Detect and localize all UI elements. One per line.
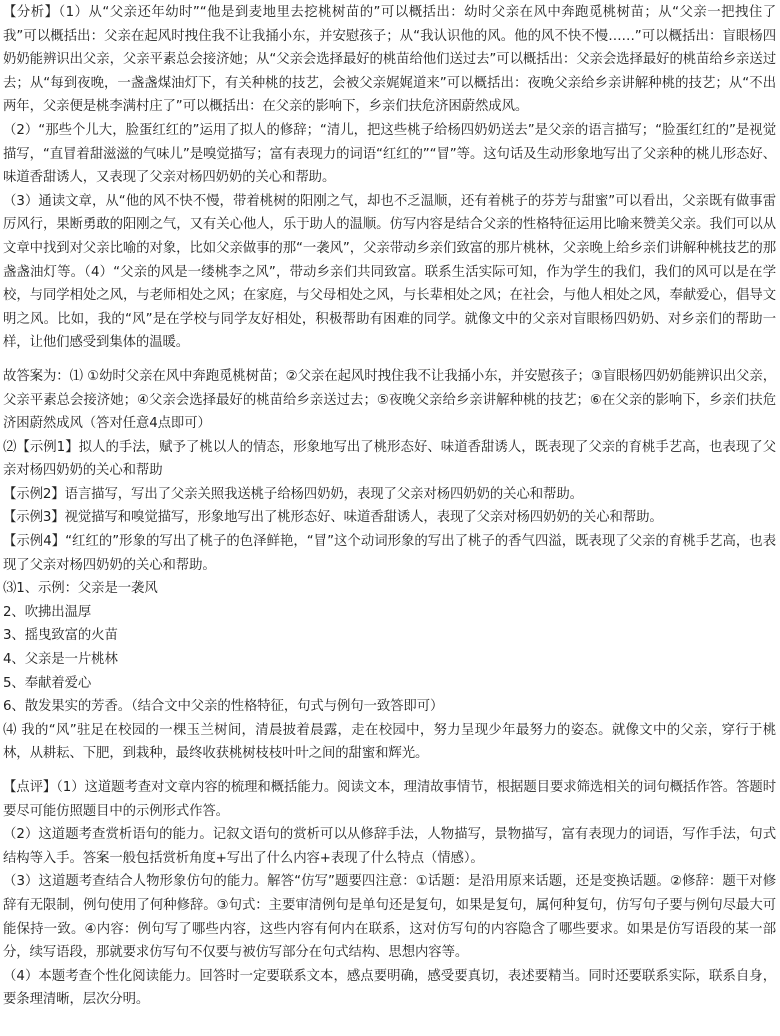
answer-list-item: 3、摇曳致富的火苗 xyxy=(3,628,118,644)
comment-paragraph-2: （2）这道题考查赏析语句的能力。记叙文语句的赏析可以从修辞手法，人物描写，景物描写，富有表现力的词语，写作手法，句式结构等入手。答案一般包括赏析角度+写出了什么内容+表现了什么特点（情感）。 xyxy=(3,827,776,866)
answer-list-item: 5、奉献着爱心 xyxy=(3,675,92,691)
comment-paragraph-3: （3）这道题考查结合人物形象仿句的能力。解答“仿写”题要四注意：①话题：是沿用原来话题，还是变换话题。②修辞：题干对修辞有无限制，例句使用了何种修辞。③句式：主要审清例句是单句还是复句，如果是复句，属何种复句，仿写句子要与例句尽最大可能保持一致。④内容：例句写了哪些内容，这些内容有何内在联系，这对仿写句的内容隐含了哪些要求。如果是仿写语段的某一部分，续写语段，那就要求仿写句不仅要与被仿写部分在句式结构、思想内容等。 xyxy=(3,874,776,961)
answer-example-1: ⑵【示例1】拟人的手法，赋予了桃以人的情态，形象地写出了桃形态好、味道香甜诱人，既表现了父亲的育桃手艺高，也表现了父亲对杨四奶奶的关心和帮助 xyxy=(3,439,776,479)
answer-section xyxy=(3,365,776,766)
answer-list-item: ⑶1、示例：父亲是一袭风 xyxy=(3,581,158,597)
answer-list-item: 6、散发果实的芳香。（结合文中父亲的性格特征，句式与例句一致答即可） xyxy=(3,699,444,715)
answer-example-2: 【示例2】语言描写，写出了父亲关照我送桃子给杨四奶奶，表现了父亲对杨四奶奶的关心和帮助。 xyxy=(3,486,583,502)
analysis-paragraph-3: （3）通读文章，从“他的风不快不慢，带着桃树的阳刚之气，却也不乏温顺，还有着桃子的芬芳与甜蜜”可以看出，父亲既有做事雷厉风行，果断勇敢的阳刚之气，又有关心他人，乐于助人的温顺。仿写内容是结合父亲的性格特征运用比喻来赞美父亲。我们可以从文章中找到对父亲比喻的对象，比如父亲做事的那“一袭风”，父亲带动乡亲们致富的那片桃林，父亲晚上给乡亲们讲解种桃技艺的那盏盏油灯等。（4）“父亲的风是一缕桃李之风”，带动乡亲们共同致富。联系生活实际可知，作为学生的我们，我们的风可以是在学校，与同学相处之风，与老师相处之风；在家庭，与父母相处之风，与长辈相处之风；在社会，与他人相处之风，奉献爱心，倡导文明之风。比如，我的“风”是在学校与同学友好相处，积极帮助有困难的同学。就像文中的父亲对盲眼杨四奶奶、对乡亲们的帮助一样，让他们感受到集体的温暖。 xyxy=(3,193,776,351)
analysis-paragraph-1: 【分析】（1）从“父亲还年幼时”“他是到麦地里去挖桃树苗的”可以概括出：幼时父亲在风中奔跑觅桃树苗；从“父亲一把拽住了我”可以概括出：父亲在起风时拽住我不让我捅小东，并安慰孩子；从“我认识他的风。他的风不快不慢……”可以概括出：盲眼杨四奶奶能辨识出父亲，父亲平素总会接济她；从“父亲会选择最好的桃苗给他们送过去”可以概括出：父亲会选择最好的桃苗给乡亲送过去；从“每到夜晚，一盏盏煤油灯下，有关种桃的技艺，会被父亲娓娓道来”可以概括出：夜晚父亲给乡亲讲解种桃的技艺；从“不出两年，父亲便是桃李满村庄了”可以概括出：在父亲的影响下，乡亲们扶危济困蔚然成风。 xyxy=(3,5,776,115)
answer-list-item: 2、吹拂出温厚 xyxy=(3,604,92,620)
answer-paragraph-4: ⑷ 我的“风”驻足在校园的一棵玉兰树间，清晨披着晨露，走在校园中，努力呈现少年最努力的姿态。就像文中的父亲，穿行于桃林，从耕耘、下肥，到栽种，最终收获桃树枝枝叶叶之间的甜蜜和辉光。 xyxy=(3,722,776,762)
section-spacer xyxy=(3,355,776,365)
comment-paragraph-1: 【点评】（1）这道题考查对文章内容的梳理和概括能力。阅读文本，理清故事情节，根据题目要求筛选相关的词句概括作答。答题时要尽可能仿照题目中的示例形式作答。 xyxy=(3,780,776,819)
analysis-section xyxy=(3,1,776,355)
answer-example-4: 【示例4】“红红的”形象的写出了桃子的色泽鲜艳，“冒”这个动词形象的写出了桃子的香气四溢，既表现了父亲的育桃手艺高，也表现了父亲对杨四奶奶的关心和帮助。 xyxy=(3,534,776,573)
answer-paragraph-1: 故答案为：⑴ ①幼时父亲在风中奔跑觅桃树苗；②父亲在起风时拽住我不让我捅小东，并安慰孩子；③盲眼杨四奶奶能辨识出父亲，父亲平素总会接济她；④父亲会选择最好的桃苗给乡亲送过去；⑤夜晚父亲给乡亲讲解种桃的技艺；⑥在父亲的影响下，乡亲们扶危济困蔚然成风（答对任意4点即可） xyxy=(3,368,776,432)
section-spacer xyxy=(3,766,776,776)
answer-example-3: 【示例3】视觉描写和嗅觉描写，形象地写出了桃形态好、味道香甜诱人，表现了父亲对杨四奶奶的关心和帮助。 xyxy=(3,510,663,526)
comment-paragraph-4: （4）本题考查个性化阅读能力。回答时一定要联系文本，感点要明确，感受要真切，表述要精当。同时还要联系实际，联系自身，要条理清晰，层次分明。 xyxy=(3,968,776,1008)
answer-list-item: 4、父亲是一片桃林 xyxy=(3,652,118,668)
analysis-paragraph-2: （2）“那些个儿大，脸蛋红红的”运用了拟人的修辞；“清儿，把这些桃子给杨四奶奶送去”是父亲的语言描写；“脸蛋红红的”是视觉描写，“直冒着甜滋滋的气味儿”是嗅觉描写；富有表现力的词语“红红的”“冒”等。这句话及生动形象地写出了父亲种的桃儿形态好、味道香甜诱人，又表现了父亲对杨四奶奶的关心和帮助。 xyxy=(3,122,776,186)
comment-section xyxy=(3,776,776,1012)
